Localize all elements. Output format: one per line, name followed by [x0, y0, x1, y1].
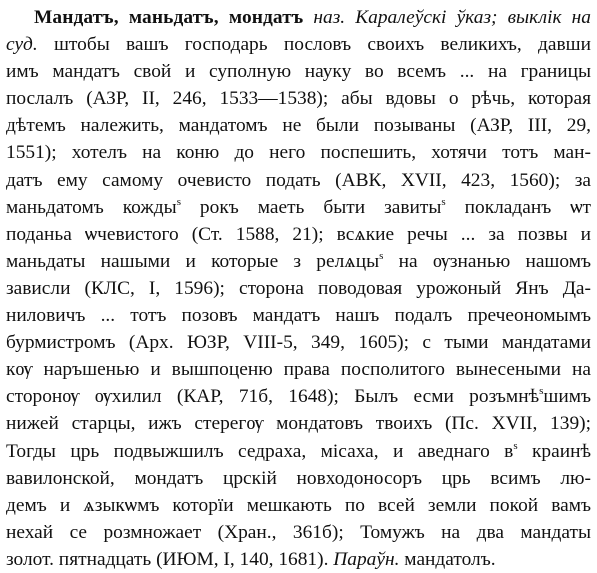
entry-line [6, 112, 591, 139]
entry-text: бурмистромъ (Арх. ЮЗР, VIII-5, 349, 1605); с тыми мандатами [6, 332, 591, 354]
entry-line [6, 275, 591, 302]
entry-line [6, 194, 591, 221]
entry-line [6, 383, 591, 410]
entry-text: зависли (КЛС, I, 1596); сторона поводовая урожоный Янъ Да- [6, 277, 591, 299]
entry-line [6, 221, 591, 248]
dictionary-entry [6, 4, 591, 573]
entry-text: покладанъ ѡт [445, 196, 591, 218]
entry-line [6, 410, 591, 437]
superscript-mark: s [176, 195, 181, 208]
entry-line [6, 329, 591, 356]
entry-text: маньдаты нашыми и которые з релѧцы [6, 250, 380, 272]
entry-text: нехай се розмножает (Хран., 361б); Томужъ на два мандаты [6, 521, 591, 543]
entry-text: датъ ему самому очевисто подать (АВК, XVII, 423, 1560); за [6, 169, 591, 191]
superscript-mark: s [539, 385, 544, 398]
superscript-mark: s [513, 439, 518, 452]
entry-text: мандатолъ. [399, 548, 496, 570]
entry-text: кѹ наръшенью и вышпоценю права посполитого вынесеными на [6, 359, 591, 381]
entry-text: рокъ маеть быти завиты [180, 196, 442, 218]
superscript-mark: s [441, 195, 446, 208]
entry-line [6, 465, 591, 492]
entry-text: демъ и ѧзыкѡмъ которїи мешкають по всей земли покой вамъ [6, 494, 591, 516]
entry-text: вавилонской, мондатъ црскій новходоносоръ црь всимъ лю- [6, 467, 591, 489]
entry-line [6, 438, 591, 465]
entry-text: сторонѹ ѹхилил (КАР, 71б, 1648); Былъ есми розъмнѣ [6, 386, 540, 408]
entry-text: краинѣ [517, 440, 591, 462]
entry-line [6, 248, 591, 275]
entry-line [6, 85, 591, 112]
entry-text: маньдатомъ кожды [6, 196, 177, 218]
entry-line [6, 139, 591, 166]
entry-text: дѣтемъ належить, мандатомъ не были позываны (АЗР, III, 29, [6, 115, 591, 137]
entry-line [6, 58, 591, 85]
italic-gloss: суд. [6, 34, 38, 56]
italic-gloss: Параўн. [333, 548, 400, 570]
entry-text: ниловичъ ... тотъ позовъ мандатъ нашъ подалъ пречеономымъ [6, 305, 591, 327]
headword: Мандатъ, маньдатъ, мондатъ [34, 7, 304, 28]
entry-text: золот. пятнадцать (ИЮМ, I, 140, 1681). [6, 548, 334, 570]
entry-text: нижей старцы, ижъ стерегѹ мондатовъ твоихъ (Пс. XVII, 139); [6, 413, 591, 435]
italic-gloss: наз. Каралеўскі ўказ; выклік на [313, 7, 591, 28]
entry-text: шимъ [543, 386, 591, 408]
entry-line [6, 167, 591, 194]
entry-line [6, 492, 591, 519]
entry-line [6, 4, 591, 31]
entry-line [6, 519, 591, 546]
entry-line [6, 356, 591, 383]
entry-text: Тогды црь подвыжшилъ седраха, місаха, и аведнаго в [6, 440, 514, 462]
entry-text: штобы вашъ господарь пословъ своихъ великихъ, давши [37, 34, 591, 56]
entry-text: на ѹзнанью нашомъ [383, 250, 591, 272]
entry-line [6, 302, 591, 329]
entry-line [6, 546, 591, 573]
entry-text: 1551); хотелъ на коню до него поспешить, хотячи тотъ ман- [6, 142, 591, 164]
superscript-mark: s [379, 249, 384, 262]
entry-text: поданьа ѡчевистого (Ст. 1588, 21); всѧкие речы ... за позвы и [6, 223, 591, 245]
entry-text [303, 7, 313, 28]
entry-text: послалъ (АЗР, II, 246, 1533—1538); абы вдовы о рѣчь, которая [6, 88, 591, 110]
entry-line [6, 31, 591, 58]
entry-text: имъ мандатъ свой и суполную науку во всемъ ... на границы [6, 61, 591, 83]
